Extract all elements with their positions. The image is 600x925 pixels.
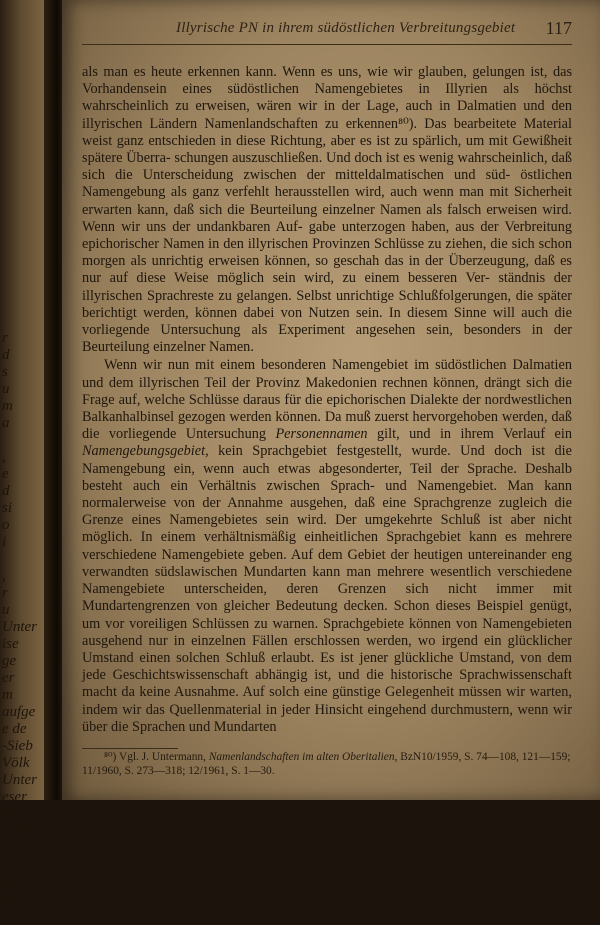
paragraph-1-line: daß es nur auf diese Weise möglich sein wird, zu einem besseren Ver- (82, 253, 572, 287)
left-page-fragment: o (2, 517, 10, 533)
left-page-fragment: der F (2, 891, 35, 907)
paragraph-1-line: erkennen⁸⁰). Das bearbeitete Material weist ganz entschieden in diese (82, 115, 572, 149)
left-page-fragment: e (2, 466, 9, 482)
left-page-fragment: -Sieb (2, 738, 33, 754)
italic-namengebungsgebiet: Namengebungsgebiet (82, 443, 206, 460)
left-page-fragment: u (2, 602, 10, 618)
page-header (82, 18, 572, 45)
italic-personennamen: Personennamen (275, 426, 368, 443)
paragraph-1-line: als man es heute erkennen kann. Wenn es uns, wie wir glauben, gelungen (82, 64, 531, 80)
left-page-fragment: t der (2, 823, 30, 839)
left-page-fragment: Sie (2, 806, 21, 822)
paragraph-1-line: ist, das Vorhandensein eines südöstlichen Namengebietes in Illyrien (82, 64, 573, 98)
page-number: 117 (545, 18, 572, 38)
left-page-fragment: Unter (2, 619, 37, 635)
left-page-fragment: s (2, 364, 8, 380)
paragraph-1-line: Schlußfolgerungen, die später berichtigt werden, können dabei von (82, 287, 572, 321)
left-page-fragment: d (2, 347, 10, 363)
paragraph-1-line: Nutzen sein. In diesem Sinne will auch die vorliegende Untersuchung (82, 304, 572, 339)
paragraph-1-line: den illyrischen Provinzen Schlüsse zu ziehen, die sich schon morgen (82, 236, 572, 270)
left-page-fragment: Völk (2, 755, 30, 771)
footnote-rule (82, 748, 178, 749)
left-page-fragment: Unter (2, 772, 37, 788)
paragraph-1-line: Namen als falsch erweisen wird. Wenn wir uns der undankbaren Auf- (82, 201, 572, 235)
body-text (82, 64, 572, 736)
left-page-fragment: si (2, 500, 13, 516)
left-page-fragment: e de (2, 721, 27, 737)
left-page-fragment: a (2, 415, 10, 431)
left-page-fragment: u (2, 381, 10, 397)
left-page-fragment: ge (2, 653, 17, 669)
left-page-fragment: alle (2, 908, 25, 924)
paragraph-2-text: , kein Sprachgebiet festgestellt, wurde. Und doch ist die Namengebung ein, wenn auch etwas abgesonderter, Teil der Sprache. Deshalb besteht auch ein Verhältnis zwischen Sprach- und Namengebiet. Man kann normalerweise von der Annahme ausgehen, daß eine Sprachgrenze zugleich die Grenze eines Namengebietes sein wird. Der umgekehrte Schluß ist aber nicht möglich. In einem verhältnismäßig einheitlichen Sprachgebiet kann es mehrere verschiedene Namengebiete geben. Auf dem Gebiet der heutigen untereinander eng verwandten südslawischen Mundarten kann man mehrere wesentlich verschiedene Namengebiete unterscheiden, deren Grenzen sich nicht immer mit Mundartengrenzen von gleicher Bedeutung decken. Schon dieses Beispiel genügt, um vor voreiligen Schlüssen zu warnen. Sprachgebiete können von Namengebieten ausgehend nur in einzelnen Fällen erschlossen werden, wo irgend ein glücklicher Umstand einen solchen Schluß erlaubt. Es ist jener glückliche Umstand, von dem jede Geschichtswissenschaft abhängig ist, und die historische Sprachwissenschaft macht da keine Ausnahme. Auf solch eine günstige Gelegenheit müssen wir warten, indem wir das Quellenmaterial in jeder Hinsicht eingehend durchmustern, wenn wir über die Sprachen und Mundarten (82, 443, 572, 735)
left-page-fragment: r (2, 330, 8, 346)
paragraph-1-line: Namen. (209, 339, 254, 356)
left-page-fragment: d (2, 483, 10, 499)
paragraph-1-line: als unrichtig erweisen können, so geschah das in der Überzeugung, (130, 253, 535, 270)
paragraph-1-line: man mit Sicherheit erwarten kann, daß sich die Beurteilung einzelner (82, 184, 572, 218)
left-page-fragment: ausf (2, 857, 28, 873)
book-page (62, 0, 600, 800)
paragraph-1-line: Richtung, aber es ist zu spärlich, um mit Gewißheit spätere Überra- (82, 132, 572, 167)
paragraph-1-line: in Dalmatien und den illyrischen Ländern Namenlandschaften zu (82, 98, 572, 132)
paragraph-2-text: gilt, und in ihrem Verlauf ein (367, 426, 572, 443)
paragraph-1 (82, 64, 572, 356)
left-page-fragment: aufge (2, 704, 36, 720)
left-page-fragment: r (2, 585, 8, 601)
footnote-title: Namenlandschaften im alten Oberitalien, (208, 751, 398, 763)
paragraph-2-text: Wenn wir nun mit einem besonderen Namengebiet im südöstlichen Dalmatien und dem illyrischen Teil der Provinz Makedonien rechnen können, drängt sich die Frage auf, welche Schlüsse daraus für die epichorischen Dialekte der nordwestlichen Balkanhalbinsel gezogen werden können. Da muß zuerst hervorgehoben werden, daß die vorliegende Untersuchung (82, 357, 572, 443)
footnote (82, 750, 572, 778)
left-page-fragment: In (2, 840, 15, 856)
left-page-fragment: er (2, 670, 15, 686)
left-page-fragment: m (2, 398, 13, 414)
left-page-fragment: eser (2, 789, 27, 805)
left-page-fragment: i (2, 534, 7, 550)
paragraph-1-line: als Experiment angesehen sein, besonders in der Beurteilung einzelner (82, 322, 572, 356)
paragraph-1-line: sich die Unterscheidung zwischen der mitteldalmatischen und süd- (82, 167, 521, 184)
paragraph-1-line: gabe unterzogen haben, aus der Verbreitung epichorischer Namen in (82, 218, 572, 253)
running-head: Illyrische PN in ihrem südöstlichen Verbreitungsgebiet (176, 20, 516, 36)
left-page-fragment: , (2, 568, 6, 584)
paragraph-2 (82, 357, 572, 735)
paragraph-1-line: als höchst wahrscheinlich zu erweisen, wären wir in der Lage, auch (82, 81, 572, 115)
left-page-fragment: , (2, 449, 6, 465)
footnote-prefix: ⁸⁰) Vgl. J. Untermann, (104, 751, 209, 763)
footnote-suffix: BzN10/1959, S. 74—108, 121—159; 11/1960, S. 273—318; 12/1961, S. 1—30. (82, 751, 571, 777)
left-page-fragment: m (2, 687, 13, 703)
left-page-fragment: ise (2, 636, 19, 652)
left-page-fragment: hen (2, 874, 24, 890)
paragraph-1-line: östlichen Namengebung als ganz verfehlt herausstellen wird, auch wenn (82, 167, 572, 201)
paragraph-1-line: ständnis der illyrischen Sprachreste zu gelangen. Selbst unrichtige (82, 270, 573, 304)
paragraph-1-line: schungen auszuschließen. Und doch ist es wenig wahrscheinlich, daß (174, 150, 572, 167)
